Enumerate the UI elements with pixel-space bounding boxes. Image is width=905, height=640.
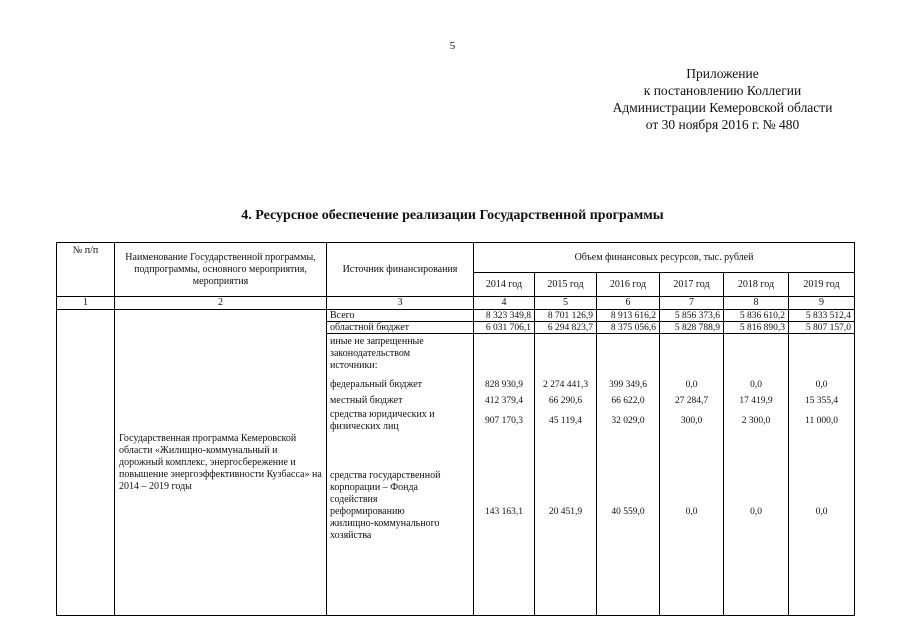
value-cell: 8 701 126,9 <box>535 310 597 322</box>
section-title: 4. Ресурсное обеспечение реализации Государственной программы <box>241 208 664 223</box>
value-cell: 17 419,9 <box>739 396 773 406</box>
appendix-line: Приложение <box>686 66 759 81</box>
value-cell: 5 807 157,0 <box>789 322 855 334</box>
value-cell: 66 290,6 <box>548 396 583 406</box>
value-cell: 6 294 823,7 <box>535 322 597 334</box>
value-cell: 2 274 441,3 <box>542 380 589 390</box>
year-header: 2014 год <box>474 273 535 297</box>
source-fund: жилищно-коммунального <box>330 518 440 529</box>
value-cell: 0,0 <box>815 380 828 390</box>
value-cell: 6 031 706,1 <box>474 322 535 334</box>
value-cell: 0,0 <box>685 380 698 390</box>
value-cell: 11 000,0 <box>805 416 838 426</box>
value-cell: 5 828 788,9 <box>660 322 724 334</box>
value-cell: 300,0 <box>680 416 703 426</box>
appendix-line: Администрации Кемеровской области <box>612 100 833 115</box>
header-volume: Объем финансовых ресурсов, тыс. рублей <box>474 243 855 273</box>
other-sources-label: законодательством <box>330 348 411 359</box>
col-number: 4 <box>474 297 535 310</box>
year-header: 2019 год <box>789 273 855 297</box>
value-cell: 66 622,0 <box>611 396 645 406</box>
appendix-line: к постановлению Коллегии <box>643 83 802 98</box>
col-number: 2 <box>115 297 327 310</box>
other-sources-label: иные не запрещенные <box>330 336 424 347</box>
value-column-2018 <box>724 334 789 616</box>
value-cell: 45 119,4 <box>549 416 582 426</box>
year-header: 2015 год <box>535 273 597 297</box>
col-number: 1 <box>57 297 115 310</box>
value-cell: 907 170,3 <box>485 416 523 426</box>
value-cell: 5 833 512,4 <box>789 310 855 322</box>
header-name: Наименование Государственной программы, подпрограммы, основного мероприятия, мероприятия <box>115 243 327 297</box>
value-cell: 143 163,1 <box>485 507 523 517</box>
col-number: 7 <box>660 297 724 310</box>
row-num-cell <box>57 310 115 616</box>
value-cell: 5 836 610,2 <box>724 310 789 322</box>
source-fund: хозяйства <box>330 530 372 541</box>
value-cell: 5 816 890,3 <box>724 322 789 334</box>
value-cell: 0,0 <box>685 507 698 517</box>
other-sources-cell <box>327 334 474 616</box>
value-cell: 0,0 <box>750 507 762 517</box>
source-legal-entities: средства юридических и <box>330 409 435 420</box>
source-fund: реформированию <box>330 506 405 517</box>
year-header: 2018 год <box>724 273 789 297</box>
col-number: 6 <box>597 297 660 310</box>
year-header: 2016 год <box>597 273 660 297</box>
other-sources-label: источники: <box>330 360 378 371</box>
value-cell: 8 375 056,6 <box>597 322 660 334</box>
value-cell: 8 323 349,8 <box>474 310 535 322</box>
col-number: 3 <box>327 297 474 310</box>
source-total: Всего <box>327 310 474 322</box>
value-cell: 2 300,0 <box>741 416 771 426</box>
source-fund: корпорации – Фонда <box>330 482 418 493</box>
value-cell: 20 451,9 <box>548 507 583 517</box>
source-federal: федеральный бюджет <box>330 379 423 390</box>
value-cell: 15 355,4 <box>804 396 839 406</box>
year-header: 2017 год <box>660 273 724 297</box>
value-cell: 399 349,6 <box>609 380 647 390</box>
value-cell: 412 379,4 <box>485 396 523 406</box>
value-column-2015 <box>535 334 597 616</box>
page-number: 5 <box>449 40 456 52</box>
source-local: местный бюджет <box>330 395 403 406</box>
header-source: Источник финансирования <box>327 243 474 297</box>
col-number: 9 <box>789 297 855 310</box>
value-cell: 8 913 616,2 <box>597 310 660 322</box>
source-fund: содействия <box>330 494 378 505</box>
source-regional: областной бюджет <box>327 322 474 334</box>
appendix-line: от 30 ноября 2016 г. № 480 <box>645 117 800 132</box>
value-column-2016 <box>597 334 660 616</box>
value-cell: 27 284,7 <box>674 396 709 406</box>
source-fund: средства государственной <box>330 470 441 481</box>
appendix-block <box>550 65 895 133</box>
program-name: Государственная программа Кемеровской области «Жилищно-коммунальный и дорожный комплекс, энергосбережение и повышение энергоэффективности Кузбасса» на 2014 – 2019 годы <box>115 310 327 616</box>
value-cell: 40 559,0 <box>611 507 645 517</box>
value-column-2019 <box>789 334 855 616</box>
value-cell: 0,0 <box>750 380 762 390</box>
value-column-2017 <box>660 334 724 616</box>
value-cell: 32 029,0 <box>611 416 645 426</box>
col-number: 5 <box>535 297 597 310</box>
value-cell: 5 856 373,6 <box>660 310 724 322</box>
col-number: 8 <box>724 297 789 310</box>
value-cell: 0,0 <box>815 507 828 517</box>
source-legal-entities: физических лиц <box>330 421 399 432</box>
resource-table <box>56 242 855 616</box>
value-column-2014 <box>474 334 535 616</box>
value-cell: 828 930,9 <box>485 380 523 390</box>
header-num: № п/п <box>57 243 115 297</box>
